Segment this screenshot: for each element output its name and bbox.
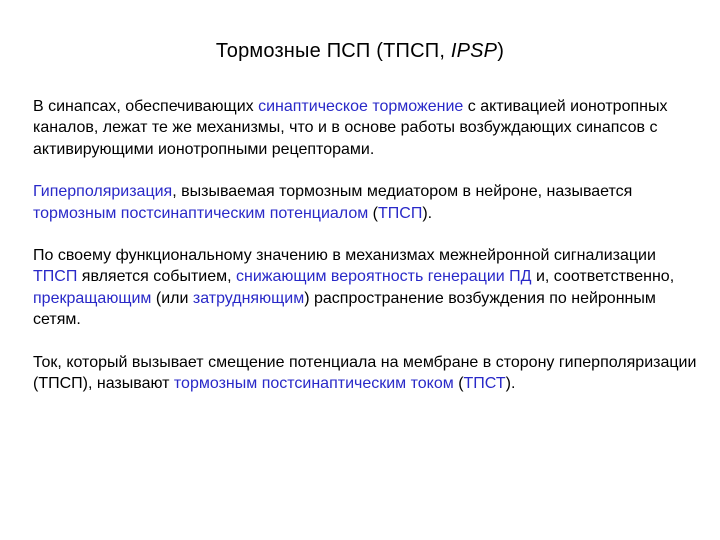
highlighted-term: синаптическое торможение [258,98,464,115]
highlighted-term: прекращающим [33,289,152,307]
paragraph-text: с активацией ионотропных каналов, лежат те же механизмы, что и в основе работы возбуждающих синапсов с активирующими ионотропными рецепторами. [33,98,668,158]
paragraph-1 [33,96,698,160]
paragraph-2 [33,181,698,224]
paragraph-text: является событием, [77,268,236,286]
paragraph-text: , вызываемая тормозным медиатором в нейроне, называется [172,183,633,201]
paragraph-text: и, соответственно, [531,268,675,286]
paragraph-text: ). [422,204,433,222]
title-close: ) [497,40,505,62]
paragraph-text: В синапсах, обеспечивающих [33,98,259,115]
highlighted-term: ТПСП [33,268,78,286]
paragraph-3 [33,245,698,331]
paragraph-text: (или [151,289,193,307]
paragraph-text: ( [453,375,464,393]
highlighted-term: ТПСП [378,204,423,222]
paragraph-text: ( [368,204,378,222]
title-italic-term: IPSP [450,40,498,62]
slide-body [33,96,698,415]
paragraph-text: По своему функциональному значению в механизмах межнейронной сигнализации [33,247,656,265]
highlighted-term: снижающим вероятность генерации ПД [236,268,532,286]
slide-title [0,40,720,63]
highlighted-term: тормозным постсинаптическим потенциалом [33,204,369,222]
highlighted-term: тормозным постсинаптическим током [173,375,454,393]
title-main: Тормозные ПСП (ТПСП, [215,40,451,62]
highlighted-term: затрудняющим [192,289,305,307]
highlighted-term: ТПСТ [463,375,506,393]
paragraph-text: Ток, который вызывает смещение потенциала на мембране в сторону гиперполяризации (ТПСП), называют [33,353,697,393]
paragraph-4 [33,352,698,395]
highlighted-term: Гиперполяризация [33,183,173,201]
paragraph-text: ). [505,375,516,393]
paragraph-text: ) распространение возбуждения по нейронным сетям. [33,289,656,329]
